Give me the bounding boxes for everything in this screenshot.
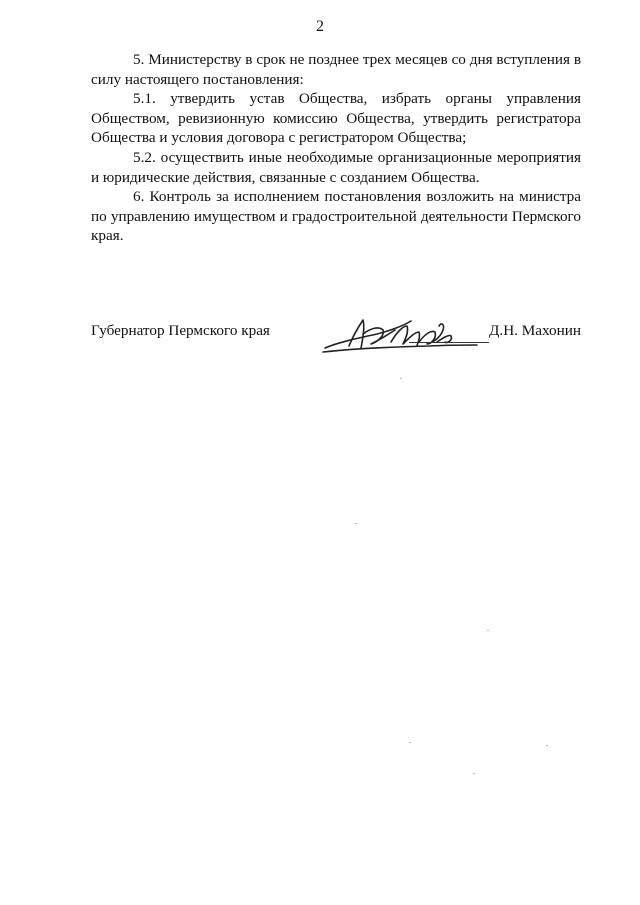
scan-speck <box>487 630 489 631</box>
signatory-name: Д.Н. Махонин <box>489 322 581 339</box>
scan-speck <box>400 378 402 379</box>
signature-block <box>91 312 581 372</box>
paragraph-5: 5. Министерству в срок не позднее трех месяцев со дня вступления в силу настоящего постановления: <box>91 51 581 88</box>
paragraph-6: 6. Контроль за исполнением постановления возложить на министра по управлению имуществом и градостроительной деятельности Пермского края. <box>91 188 581 245</box>
scan-speck <box>546 745 548 746</box>
page-number: 2 <box>316 18 324 35</box>
document-body <box>91 50 581 246</box>
handwritten-signature <box>319 312 479 358</box>
paragraph-5-1: 5.1. утвердить устав Общества, избрать органы управления Обществом, ревизионную комиссию Общества, утвердить регистратора Общества и условия договора с регистратором Общества; <box>91 90 581 147</box>
scan-speck <box>473 773 475 774</box>
scan-speck <box>355 523 357 524</box>
signatory-position: Губернатор Пермского края <box>91 322 270 339</box>
paragraph-5-2: 5.2. осуществить иные необходимые организационные мероприятия и юридические действия, связанные с созданием Общества. <box>91 148 581 186</box>
scan-speck <box>409 742 411 743</box>
signature-line <box>409 342 489 343</box>
